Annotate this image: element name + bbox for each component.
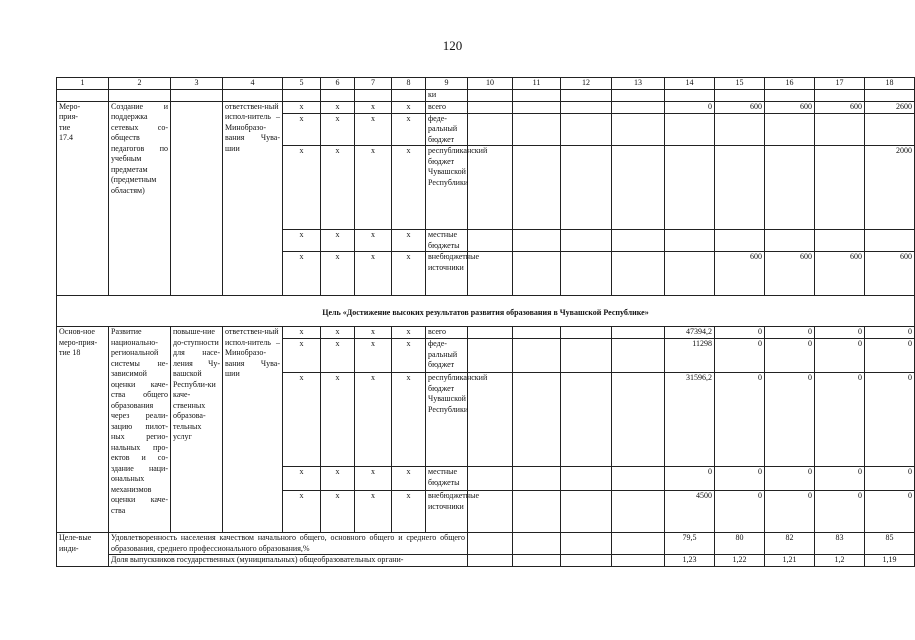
column-header: 15 — [715, 78, 765, 90]
x-mark: x — [283, 230, 321, 252]
row-label-c2: Создание и поддержка сетевых со-обществ педагогов по учебным предметам (предметным областям) — [109, 101, 171, 296]
table-cell — [468, 555, 513, 567]
x-mark: x — [392, 252, 426, 296]
value-cell — [765, 146, 815, 230]
value-cell: 1,19 — [865, 555, 915, 567]
value-cell: 0 — [715, 491, 765, 533]
value-cell: 600 — [715, 252, 765, 296]
table-cell — [468, 467, 513, 491]
row-label-c3 — [171, 101, 223, 296]
value-cell: 1,23 — [665, 555, 715, 567]
funding-source: всего — [426, 327, 468, 339]
x-mark: x — [355, 113, 392, 146]
value-cell — [715, 146, 765, 230]
value-cell: 0 — [765, 339, 815, 373]
value-cell: 0 — [715, 467, 765, 491]
value-cell: 0 — [665, 467, 715, 491]
funding-source: феде-ральный бюджет — [426, 339, 468, 373]
value-cell — [665, 252, 715, 296]
indicator-row — [57, 533, 915, 555]
x-mark: x — [355, 327, 392, 339]
value-cell: 4500 — [665, 491, 715, 533]
indicator-text: Удовлетворенность населения качеством начального общего, основного общего и среднего общего образования, среднего профессионального образования,% — [109, 533, 468, 555]
table-cell — [612, 101, 665, 113]
indicator-row — [57, 555, 915, 567]
table-cell — [612, 252, 665, 296]
funding-source: местные бюджеты — [426, 230, 468, 252]
table-cell — [513, 101, 561, 113]
x-mark: x — [355, 230, 392, 252]
table-cell — [612, 327, 665, 339]
table-cell — [223, 90, 283, 102]
value-cell: 82 — [765, 533, 815, 555]
column-header: 7 — [355, 78, 392, 90]
x-mark: x — [321, 146, 355, 230]
x-mark: x — [283, 113, 321, 146]
x-mark: x — [321, 252, 355, 296]
table-cell — [865, 90, 915, 102]
x-mark: x — [321, 467, 355, 491]
budget-table — [56, 77, 915, 567]
table-cell — [513, 327, 561, 339]
x-mark: x — [321, 327, 355, 339]
x-mark: x — [283, 101, 321, 113]
value-cell: 600 — [715, 101, 765, 113]
x-mark: x — [392, 373, 426, 467]
table-row — [57, 327, 915, 339]
column-header: 8 — [392, 78, 426, 90]
value-cell: 0 — [865, 467, 915, 491]
value-cell: 0 — [765, 327, 815, 339]
table-cell — [561, 252, 612, 296]
table-cell — [468, 101, 513, 113]
table-cell — [561, 113, 612, 146]
column-header: 12 — [561, 78, 612, 90]
value-cell: 2000 — [865, 146, 915, 230]
indicator-label: Целе-вые инди- — [57, 533, 109, 567]
x-mark: x — [392, 327, 426, 339]
table-cell — [109, 90, 171, 102]
column-header: 4 — [223, 78, 283, 90]
value-cell: 600 — [765, 252, 815, 296]
x-mark: x — [321, 373, 355, 467]
x-mark: x — [321, 230, 355, 252]
x-mark: x — [355, 146, 392, 230]
x-mark: x — [355, 467, 392, 491]
table-cell — [612, 113, 665, 146]
value-cell: 600 — [765, 101, 815, 113]
value-cell: 85 — [865, 533, 915, 555]
table-cell — [355, 90, 392, 102]
column-header: 18 — [865, 78, 915, 90]
value-cell: 0 — [665, 101, 715, 113]
x-mark: x — [283, 252, 321, 296]
x-mark: x — [283, 339, 321, 373]
column-header: 9 — [426, 78, 468, 90]
table-cell — [612, 90, 665, 102]
value-cell: 0 — [765, 491, 815, 533]
value-cell: 0 — [815, 491, 865, 533]
x-mark: x — [321, 113, 355, 146]
table-cell — [468, 90, 513, 102]
table-cell — [468, 146, 513, 230]
value-cell — [815, 113, 865, 146]
column-header: 11 — [513, 78, 561, 90]
funding-source: всего — [426, 101, 468, 113]
value-cell: 0 — [715, 339, 765, 373]
x-mark: x — [392, 101, 426, 113]
table-cell — [513, 146, 561, 230]
x-mark: x — [283, 327, 321, 339]
table-cell — [513, 339, 561, 373]
table-cell — [612, 230, 665, 252]
table-cell — [612, 491, 665, 533]
column-header: 6 — [321, 78, 355, 90]
value-cell: 600 — [865, 252, 915, 296]
header-row — [57, 78, 915, 90]
value-cell: 0 — [815, 339, 865, 373]
table-cell — [57, 90, 109, 102]
table-cell — [513, 491, 561, 533]
table-cell — [612, 555, 665, 567]
value-cell: 79,5 — [665, 533, 715, 555]
value-cell: 80 — [715, 533, 765, 555]
x-mark: x — [283, 146, 321, 230]
value-cell — [715, 113, 765, 146]
value-cell: 0 — [865, 373, 915, 467]
value-cell: 0 — [765, 467, 815, 491]
value-cell — [815, 230, 865, 252]
table-cell — [561, 90, 612, 102]
funding-source: республиканский бюджет Чувашской Республики — [426, 146, 468, 230]
x-mark: x — [392, 339, 426, 373]
x-mark: x — [355, 101, 392, 113]
goal-row — [57, 308, 915, 327]
table-cell — [561, 555, 612, 567]
x-mark: x — [355, 373, 392, 467]
table-cell — [283, 90, 321, 102]
value-cell: 0 — [815, 467, 865, 491]
value-cell: 0 — [865, 339, 915, 373]
column-header: 17 — [815, 78, 865, 90]
column-header: 10 — [468, 78, 513, 90]
table-cell — [561, 533, 612, 555]
table-cell — [468, 113, 513, 146]
table-cell — [392, 90, 426, 102]
page-number: 120 — [442, 38, 463, 53]
indicator-text: Доля выпускников государственных (муниципальных) общеобразовательных органи- — [109, 555, 468, 567]
table-cell — [561, 230, 612, 252]
value-cell: 0 — [815, 373, 865, 467]
table-cell — [468, 339, 513, 373]
value-cell: 1,22 — [715, 555, 765, 567]
table-cell — [561, 101, 612, 113]
funding-source: республиканский бюджет Чувашской Республики — [426, 373, 468, 467]
value-cell: 1,2 — [815, 555, 865, 567]
column-header: 3 — [171, 78, 223, 90]
table-cell: ки — [426, 90, 468, 102]
table-cell — [468, 533, 513, 555]
funding-source: местные бюджеты — [426, 467, 468, 491]
value-cell: 600 — [815, 101, 865, 113]
value-cell: 0 — [765, 373, 815, 467]
table-cell — [468, 373, 513, 467]
table-cell — [561, 467, 612, 491]
row-label-c4: ответствен-ный испол-нитель – Минобразо-вания Чува-шии — [223, 327, 283, 533]
x-mark: x — [392, 230, 426, 252]
x-mark: x — [392, 467, 426, 491]
value-cell: 600 — [815, 252, 865, 296]
value-cell: 1,21 — [765, 555, 815, 567]
value-cell: 11298 — [665, 339, 715, 373]
x-mark: x — [283, 467, 321, 491]
value-cell — [665, 146, 715, 230]
value-cell: 47394,2 — [665, 327, 715, 339]
table-cell — [612, 467, 665, 491]
table-cell — [561, 491, 612, 533]
table-cell — [815, 90, 865, 102]
value-cell — [865, 230, 915, 252]
x-mark: x — [321, 101, 355, 113]
table-cell — [665, 90, 715, 102]
value-cell: 31596,2 — [665, 373, 715, 467]
table-cell — [612, 373, 665, 467]
value-cell — [765, 113, 815, 146]
value-cell — [665, 230, 715, 252]
x-mark: x — [355, 252, 392, 296]
table-cell — [171, 90, 223, 102]
table-cell — [561, 146, 612, 230]
funding-source: внебюджетные источники — [426, 491, 468, 533]
row-label-c1: Меро- прия- тие 17.4 — [57, 101, 109, 296]
x-mark: x — [355, 339, 392, 373]
table-cell — [468, 327, 513, 339]
x-mark: x — [321, 491, 355, 533]
value-cell: 0 — [865, 327, 915, 339]
column-header: 5 — [283, 78, 321, 90]
table-cell — [513, 373, 561, 467]
x-mark: x — [392, 113, 426, 146]
value-cell — [865, 113, 915, 146]
goal-title: Цель «Достижение высоких результатов развития образования в Чувашской Республике» — [57, 308, 915, 327]
value-cell: 0 — [865, 491, 915, 533]
table-cell — [513, 252, 561, 296]
column-header: 2 — [109, 78, 171, 90]
value-cell: 0 — [715, 327, 765, 339]
funding-source: феде-ральный бюджет — [426, 113, 468, 146]
table-row — [57, 90, 915, 102]
table-cell — [321, 90, 355, 102]
table-cell — [513, 555, 561, 567]
row-label-c2: Развитие национально-региональной системы не-зависимой оценки каче-ства общего образования через реали-зацию пилот-ных регио-нальных про-ектов и со-здание наци-ональных механизмов оценки каче-ства — [109, 327, 171, 533]
table-cell — [561, 373, 612, 467]
table-cell — [561, 327, 612, 339]
value-cell — [665, 113, 715, 146]
column-header: 13 — [612, 78, 665, 90]
table-cell — [57, 296, 915, 309]
x-mark: x — [355, 491, 392, 533]
spacer-row — [57, 296, 915, 309]
table-cell — [513, 230, 561, 252]
table-cell — [513, 113, 561, 146]
table-cell — [513, 533, 561, 555]
x-mark: x — [321, 339, 355, 373]
column-header: 14 — [665, 78, 715, 90]
x-mark: x — [392, 491, 426, 533]
table-cell — [612, 339, 665, 373]
value-cell — [815, 146, 865, 230]
table-cell — [715, 90, 765, 102]
table-cell — [612, 146, 665, 230]
row-label-c3: повыше-ние до-ступности для насе-ления Чу-вашской Республи-ки каче-ственных образова-тельных услуг — [171, 327, 223, 533]
row-label-c4: ответствен-ный испол-нитель – Минобразо-вания Чува-шии — [223, 101, 283, 296]
x-mark: x — [392, 146, 426, 230]
table-cell — [612, 533, 665, 555]
column-header: 16 — [765, 78, 815, 90]
table-cell — [561, 339, 612, 373]
column-header: 1 — [57, 78, 109, 90]
value-cell: 83 — [815, 533, 865, 555]
value-cell: 2600 — [865, 101, 915, 113]
x-mark: x — [283, 491, 321, 533]
value-cell — [765, 230, 815, 252]
table-cell — [468, 230, 513, 252]
funding-source: внебюджетные источники — [426, 252, 468, 296]
value-cell: 0 — [815, 327, 865, 339]
value-cell — [715, 230, 765, 252]
table-cell — [513, 90, 561, 102]
table-cell — [513, 467, 561, 491]
value-cell: 0 — [715, 373, 765, 467]
x-mark: x — [283, 373, 321, 467]
table-cell — [765, 90, 815, 102]
table-row — [57, 101, 915, 113]
row-label-c1: Основ-ное меро-прия-тие 18 — [57, 327, 109, 533]
